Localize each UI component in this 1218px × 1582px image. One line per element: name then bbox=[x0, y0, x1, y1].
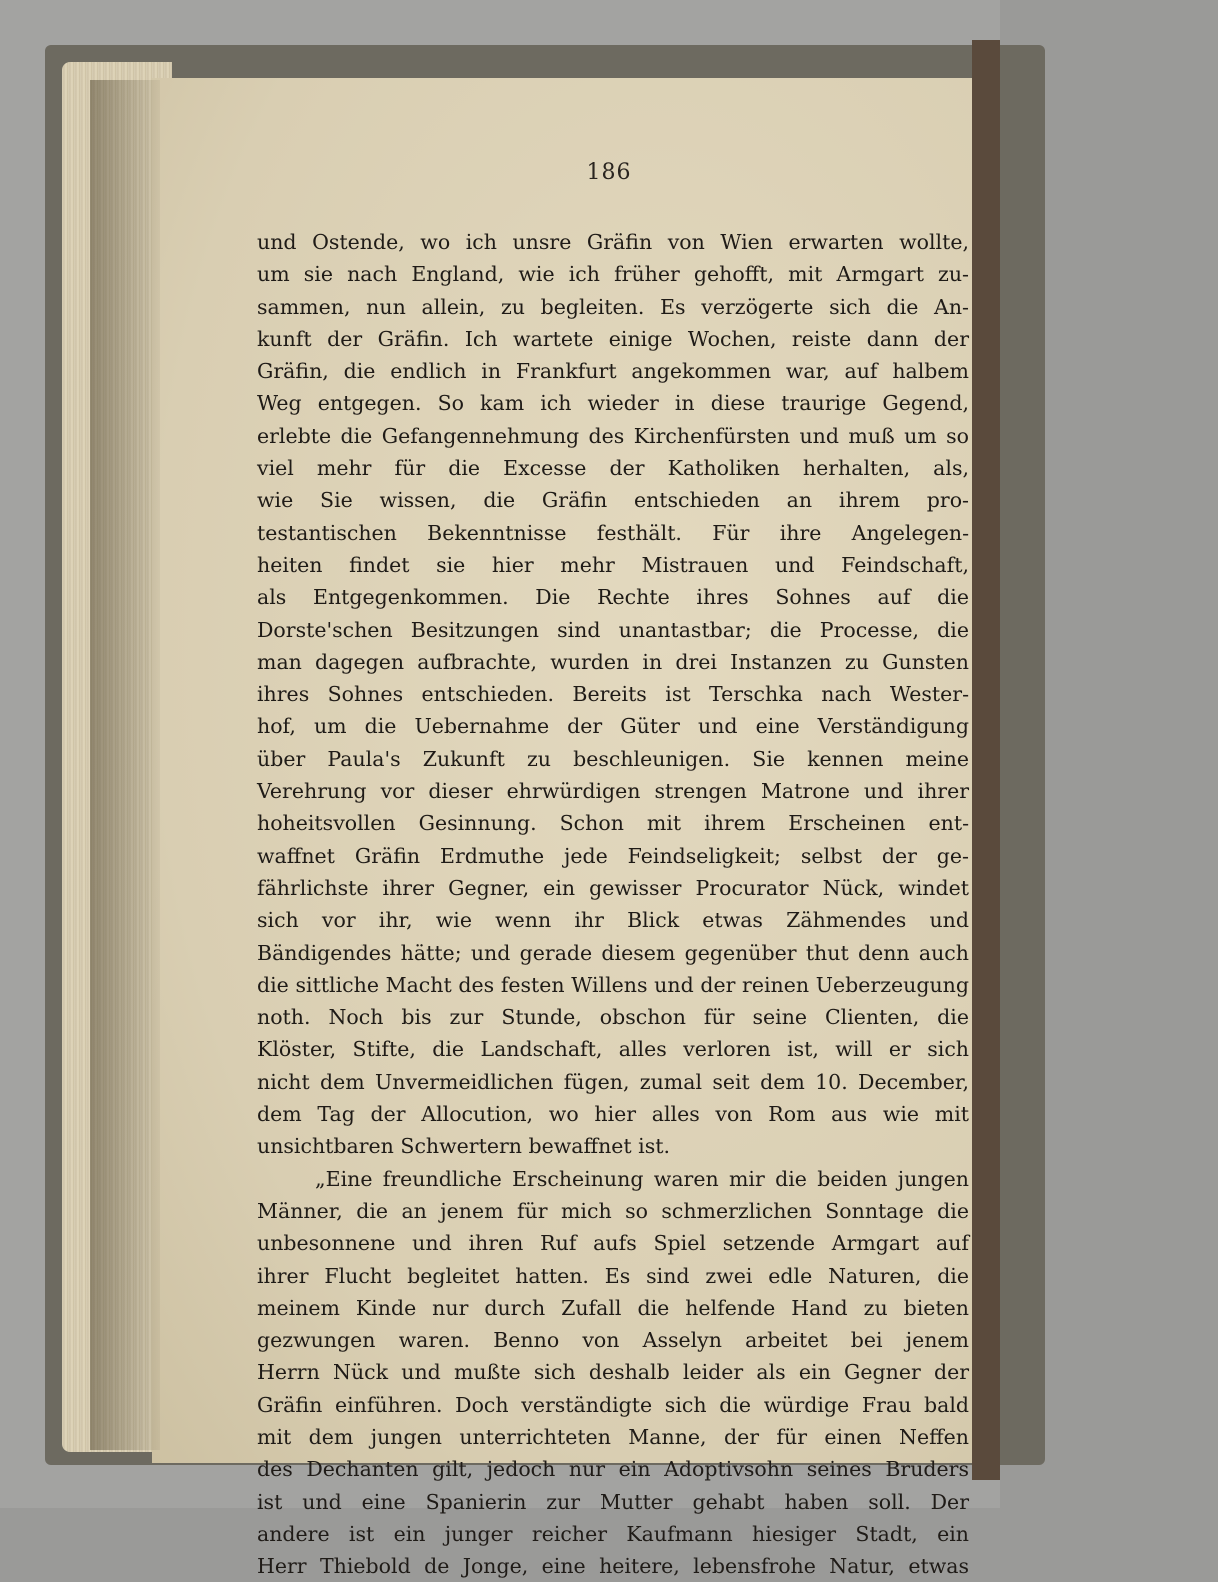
text-line: man dagegen aufbrachte, wurden in drei Instanzen zu Gunsten bbox=[257, 649, 969, 674]
text-line: nicht dem Unvermeidlichen fügen, zumal seit dem 10. December, bbox=[257, 1069, 969, 1094]
text-line: waffnet Gräfin Erdmuthe jede Feindseligkeit; selbst der ge- bbox=[257, 843, 969, 868]
text-line: Dorste'schen Besitzungen sind unantastbar; die Processe, die bbox=[257, 617, 969, 642]
text-line: die sittliche Macht des festen Willens und der reinen Ueberzeugung bbox=[257, 972, 969, 997]
text-line: ihres Sohnes entschieden. Bereits ist Terschka nach Wester- bbox=[257, 682, 969, 707]
text-line: erlebte die Gefangennehmung des Kirchenfürsten und muß um so bbox=[257, 423, 969, 448]
text-line: testantischen Bekenntnisse festhält. Für ihre Angelegen- bbox=[257, 520, 969, 545]
binding-strip bbox=[972, 40, 1000, 1480]
text-line: noth. Noch bis zur Stunde, obschon für seine Clienten, die bbox=[257, 1005, 969, 1030]
text-line: sammen, nun allein, zu begleiten. Es verzögerte sich die An- bbox=[257, 294, 969, 319]
text-line: Klöster, Stifte, die Landschaft, alles verloren ist, will er sich bbox=[257, 1037, 969, 1062]
text-line: ist und eine Spanierin zur Mutter gehabt haben soll. Der bbox=[257, 1489, 969, 1514]
text-line: gezwungen waren. Benno von Asselyn arbeitet bei jenem bbox=[257, 1328, 969, 1353]
spine-shadow bbox=[90, 80, 160, 1450]
text-line: fährlichste ihrer Gegner, ein gewisser Procurator Nück, windet bbox=[257, 875, 969, 900]
text-line: mit dem jungen unterrichteten Manne, der für einen Neffen bbox=[257, 1424, 969, 1449]
text-line: Bändigendes hätte; und gerade diesem gegenüber thut denn auch bbox=[257, 940, 969, 965]
text-line: ihrer Flucht begleitet hatten. Es sind zwei edle Naturen, die bbox=[257, 1263, 969, 1288]
text-line: als Entgegenkommen. Die Rechte ihres Sohnes auf die bbox=[257, 585, 969, 610]
text-line: sich vor ihr, wie wenn ihr Blick etwas Zähmendes und bbox=[257, 908, 969, 933]
page-number: 186 bbox=[586, 160, 632, 185]
text-line: kunft der Gräfin. Ich wartete einige Wochen, reiste dann der bbox=[257, 326, 969, 351]
paragraph-end-line: unsichtbaren Schwertern bewaffnet ist. bbox=[257, 1134, 671, 1159]
text-line: unbesonnene und ihren Ruf aufs Spiel setzende Armgart auf bbox=[257, 1231, 969, 1256]
text-line: heiten findet sie hier mehr Mistrauen und Feindschaft, bbox=[257, 552, 969, 577]
text-line: über Paula's Zukunft zu beschleunigen. Sie kennen meine bbox=[257, 746, 969, 771]
text-line: um sie nach England, wie ich früher gehofft, mit Armgart zu- bbox=[257, 262, 969, 287]
text-line: meinem Kinde nur durch Zufall die helfende Hand zu bieten bbox=[257, 1295, 969, 1320]
text-line: Verehrung vor dieser ehrwürdigen strengen Matrone und ihrer bbox=[257, 779, 969, 804]
text-line: Gräfin einführen. Doch verständigte sich die würdige Frau bald bbox=[257, 1392, 969, 1417]
text-line: Herrn Nück und mußte sich deshalb leider als ein Gegner der bbox=[257, 1360, 969, 1385]
text-line: dem Tag der Allocution, wo hier alles von Rom aus wie mit bbox=[257, 1102, 969, 1127]
text-line: Männer, die an jenem für mich so schmerzlichen Sonntage die bbox=[257, 1198, 969, 1223]
text-line: des Dechanten gilt, jedoch nur ein Adoptivsohn seines Bruders bbox=[257, 1457, 969, 1482]
text-line: Weg entgegen. So kam ich wieder in diese traurige Gegend, bbox=[257, 391, 969, 416]
text-line: hoheitsvollen Gesinnung. Schon mit ihrem Erscheinen ent- bbox=[257, 811, 969, 836]
text-line: und Ostende, wo ich unsre Gräfin von Wien erwarten wollte, bbox=[257, 230, 969, 254]
text-line: andere ist ein junger reicher Kaufmann hiesiger Stadt, ein bbox=[257, 1521, 969, 1546]
paragraph-start-line: „Eine freundliche Erscheinung waren mir die beiden jungen bbox=[315, 1166, 969, 1191]
text-line: viel mehr für die Excesse der Katholiken herhalten, als, bbox=[257, 456, 969, 481]
text-line: hof, um die Uebernahme der Güter und eine Verständigung bbox=[257, 714, 969, 739]
text-line: wie Sie wissen, die Gräfin entschieden an ihrem pro- bbox=[257, 488, 969, 513]
text-line: Herr Thiebold de Jonge, eine heitere, lebensfrohe Natur, etwas bbox=[257, 1554, 969, 1579]
body-text bbox=[257, 226, 969, 1582]
text-line: Gräfin, die endlich in Frankfurt angekommen war, auf halbem bbox=[257, 359, 969, 384]
